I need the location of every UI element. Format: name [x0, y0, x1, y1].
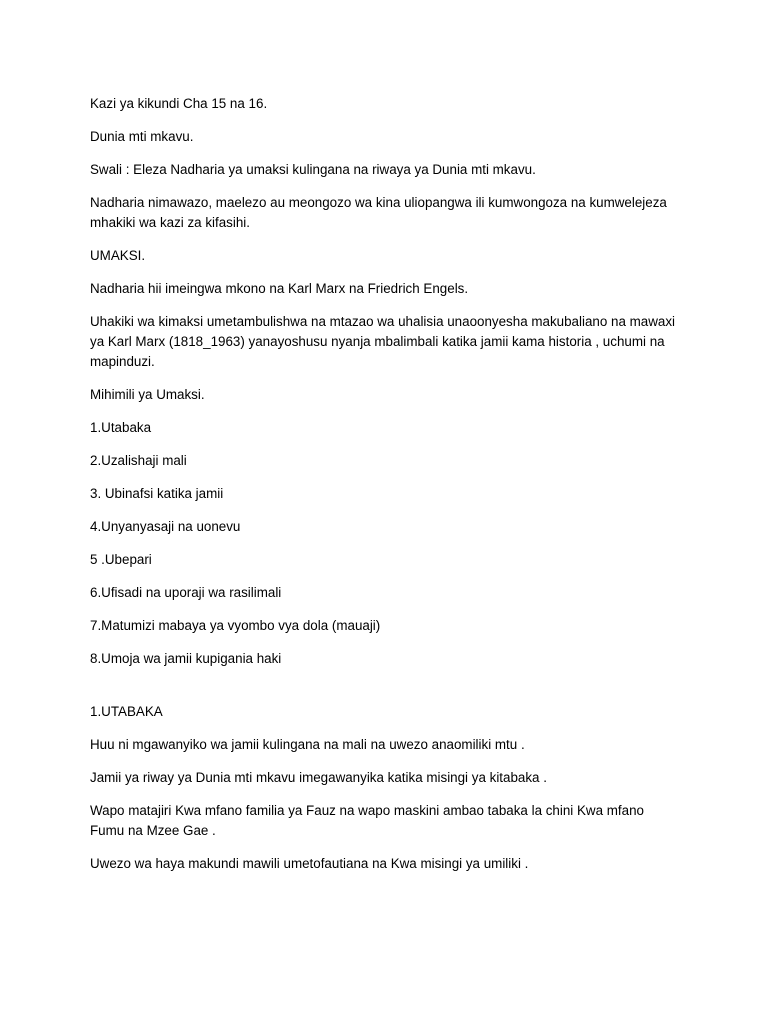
list-item: 2.Uzalishaji mali [90, 453, 187, 468]
list-item: 5 .Ubepari [90, 552, 152, 567]
paragraph-rich-poor: Wapo matajiri Kwa mfano familia ya Fauz na wapo maskini ambao tabaka la chini Kwa mfano Fumu na Mzee Gae . [90, 803, 644, 838]
list-item: 1.Utabaka [90, 420, 152, 435]
paragraph-society-division: Jamii ya riway ya Dunia mti mkavu imegawanyika katika misingi ya kitabaka . [90, 770, 547, 785]
section-heading-umaksi: UMAKSI. [90, 248, 146, 263]
pillars-heading: Mihimili ya Umaksi. [90, 387, 205, 402]
list-item: 7.Matumizi mabaya ya vyombo vya dola (mauaji) [90, 618, 381, 633]
list-item: 3. Ubinafsi katika jamii [90, 486, 224, 501]
list-item: 6.Ufisadi na uporaji wa rasilimali [90, 585, 282, 600]
list-item: 8.Umoja wa jamii kupigania haki [90, 651, 282, 666]
list-item: 4.Unyanyasaji na uonevu [90, 519, 241, 534]
assignment-heading: Kazi ya kikundi Cha 15 na 16. [90, 96, 268, 111]
section-heading-utabaka: 1.UTABAKA [90, 704, 163, 719]
paragraph-founders: Nadharia hii imeingwa mkono na Karl Marx na Friedrich Engels. [90, 281, 469, 296]
question-text: Swali : Eleza Nadharia ya umaksi kulingana na riwaya ya Dunia mti mkavu. [90, 162, 536, 177]
theory-definition: Nadharia nimawazo, maelezo au meongozo wa kina uliopangwa ili kumwongoza na kumwelejeza mhakiki wa kazi za kifasihi. [90, 195, 667, 230]
blank-line [90, 682, 680, 702]
paragraph-ownership: Uwezo wa haya makundi mawili umetofautiana na Kwa misingi ya umiliki . [90, 856, 529, 871]
document-body [90, 94, 680, 887]
novel-title: Dunia mti mkavu. [90, 129, 194, 144]
paragraph-utabaka-definition: Huu ni mgawanyiko wa jamii kulingana na mali na uwezo anaomiliki mtu . [90, 737, 525, 752]
paragraph-marxist-criticism: Uhakiki wa kimaksi umetambulishwa na mtazao wa uhalisia unaoonyesha makubaliano na mawaxi ya Karl Marx (1818_1963) yanayoshusu nyanja mbalimbali katika jamii kama historia , uchumi na mapinduzi. [90, 314, 676, 369]
